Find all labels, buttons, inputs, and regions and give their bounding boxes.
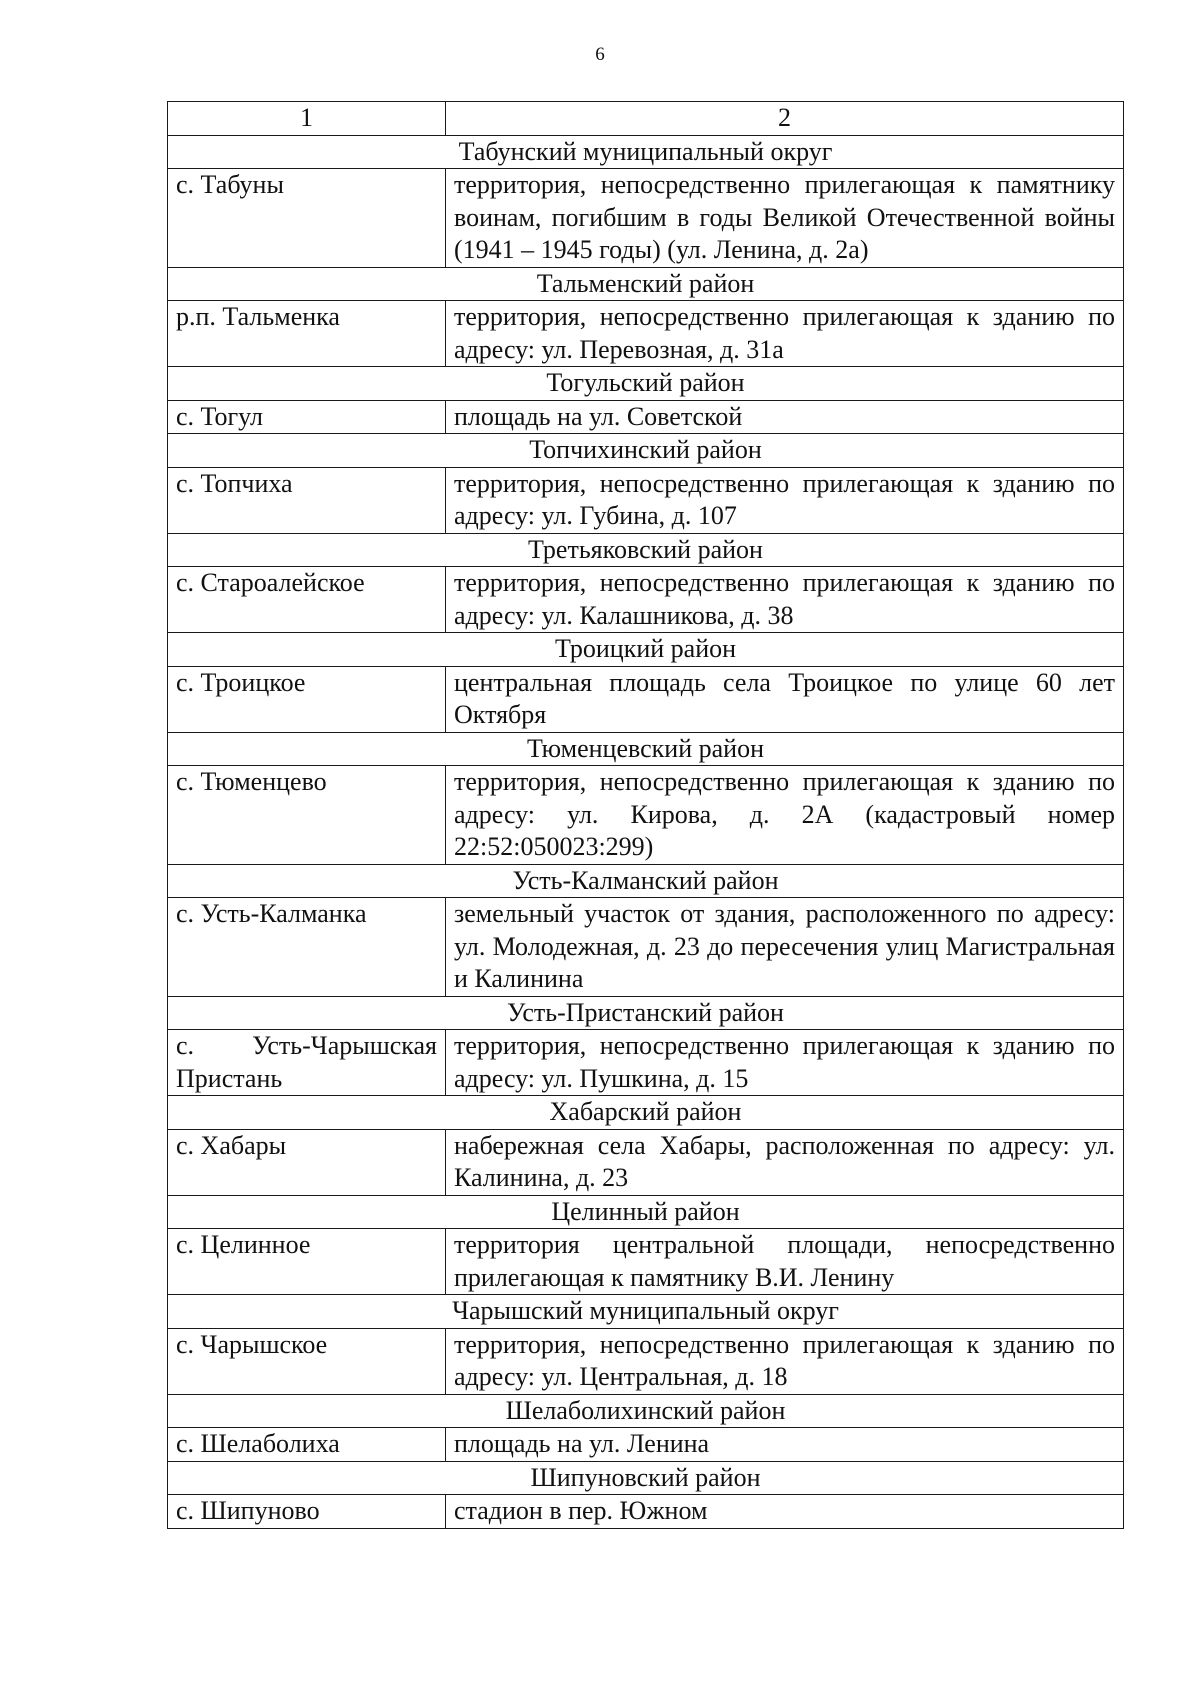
district-row <box>168 864 1124 898</box>
district-row <box>168 135 1124 169</box>
district-name: Тогульский район <box>168 367 1124 401</box>
table-row <box>168 1428 1124 1462</box>
location-description: земельный участок от здания, расположенного по адресу: ул. Молодежная, д. 23 до пересечения улиц Магистральная и Калинина <box>446 898 1124 997</box>
table-row <box>168 400 1124 434</box>
location-description: стадион в пер. Южном <box>446 1495 1124 1529</box>
table-row <box>168 567 1124 633</box>
table-row <box>168 1328 1124 1394</box>
location-description: территория, непосредственно прилегающая к зданию по адресу: ул. Перевозная, д. 31а <box>446 301 1124 367</box>
district-row <box>168 367 1124 401</box>
page-number: 6 <box>595 44 605 65</box>
table-row <box>168 169 1124 268</box>
settlement-name: с. Шипуново <box>168 1495 446 1529</box>
settlement-name: р.п. Тальменка <box>168 301 446 367</box>
district-name: Топчихинский район <box>168 434 1124 468</box>
location-description: набережная села Хабары, расположенная по адресу: ул. Калинина, д. 23 <box>446 1129 1124 1195</box>
district-name: Хабарский район <box>168 1096 1124 1130</box>
district-name: Шелаболихинский район <box>168 1394 1124 1428</box>
location-description: территория, непосредственно прилегающая к зданию по адресу: ул. Кирова, д. 2А (кадастровый номер 22:52:050023:299) <box>446 766 1124 865</box>
location-description: территория, непосредственно прилегающая к зданию по адресу: ул. Центральная, д. 18 <box>446 1328 1124 1394</box>
district-row <box>168 1096 1124 1130</box>
district-name: Усть-Калманский район <box>168 864 1124 898</box>
column-header-2: 2 <box>446 102 1124 136</box>
settlement-name: с. Табуны <box>168 169 446 268</box>
table-row <box>168 666 1124 732</box>
table-row <box>168 1129 1124 1195</box>
settlement-name: с. Тогул <box>168 400 446 434</box>
district-name: Третьяковский район <box>168 533 1124 567</box>
location-description: площадь на ул. Ленина <box>446 1428 1124 1462</box>
district-name: Усть-Пристанский район <box>168 996 1124 1030</box>
location-description: территория, непосредственно прилегающая к зданию по адресу: ул. Калашникова, д. 38 <box>446 567 1124 633</box>
settlement-name: с. Целинное <box>168 1229 446 1295</box>
district-row <box>168 996 1124 1030</box>
district-row <box>168 732 1124 766</box>
district-row <box>168 267 1124 301</box>
district-row <box>168 1295 1124 1329</box>
location-description: территория, непосредственно прилегающая к зданию по адресу: ул. Губина, д. 107 <box>446 467 1124 533</box>
table-row <box>168 467 1124 533</box>
district-row <box>168 1461 1124 1495</box>
location-description: территория, непосредственно прилегающая к памятнику воинам, погибшим в годы Великой Отечественной войны (1941 – 1945 годы) (ул. Ленина, д. 2а) <box>446 169 1124 268</box>
table-row <box>168 898 1124 997</box>
district-name: Тальменский район <box>168 267 1124 301</box>
settlement-name: с. Усть-Чарышская Пристань <box>168 1030 446 1096</box>
locations-table <box>167 101 1124 1529</box>
district-row <box>168 1394 1124 1428</box>
district-name: Целинный район <box>168 1195 1124 1229</box>
table-row <box>168 301 1124 367</box>
settlement-name: с. Тюменцево <box>168 766 446 865</box>
settlement-name: с. Топчиха <box>168 467 446 533</box>
table-row <box>168 1030 1124 1096</box>
district-name: Чарышский муниципальный округ <box>168 1295 1124 1329</box>
district-row <box>168 434 1124 468</box>
district-name: Табунский муниципальный округ <box>168 135 1124 169</box>
district-name: Шипуновский район <box>168 1461 1124 1495</box>
settlement-name: с. Староалейское <box>168 567 446 633</box>
locations-table-body <box>168 102 1124 1529</box>
district-row <box>168 1195 1124 1229</box>
location-description: площадь на ул. Советской <box>446 400 1124 434</box>
table-row <box>168 1229 1124 1295</box>
settlement-name: с. Хабары <box>168 1129 446 1195</box>
location-description: территория, непосредственно прилегающая к зданию по адресу: ул. Пушкина, д. 15 <box>446 1030 1124 1096</box>
settlement-name: с. Чарышское <box>168 1328 446 1394</box>
settlement-name: с. Троицкое <box>168 666 446 732</box>
district-row <box>168 533 1124 567</box>
settlement-name: с. Шелаболиха <box>168 1428 446 1462</box>
district-name: Троицкий район <box>168 633 1124 667</box>
settlement-name: с. Усть-Калманка <box>168 898 446 997</box>
district-name: Тюменцевский район <box>168 732 1124 766</box>
table-row <box>168 1495 1124 1529</box>
table-header-row <box>168 102 1124 136</box>
table-row <box>168 766 1124 865</box>
district-row <box>168 633 1124 667</box>
column-header-1: 1 <box>168 102 446 136</box>
location-description: территория центральной площади, непосредственно прилегающая к памятнику В.И. Ленину <box>446 1229 1124 1295</box>
location-description: центральная площадь села Троицкое по улице 60 лет Октября <box>446 666 1124 732</box>
